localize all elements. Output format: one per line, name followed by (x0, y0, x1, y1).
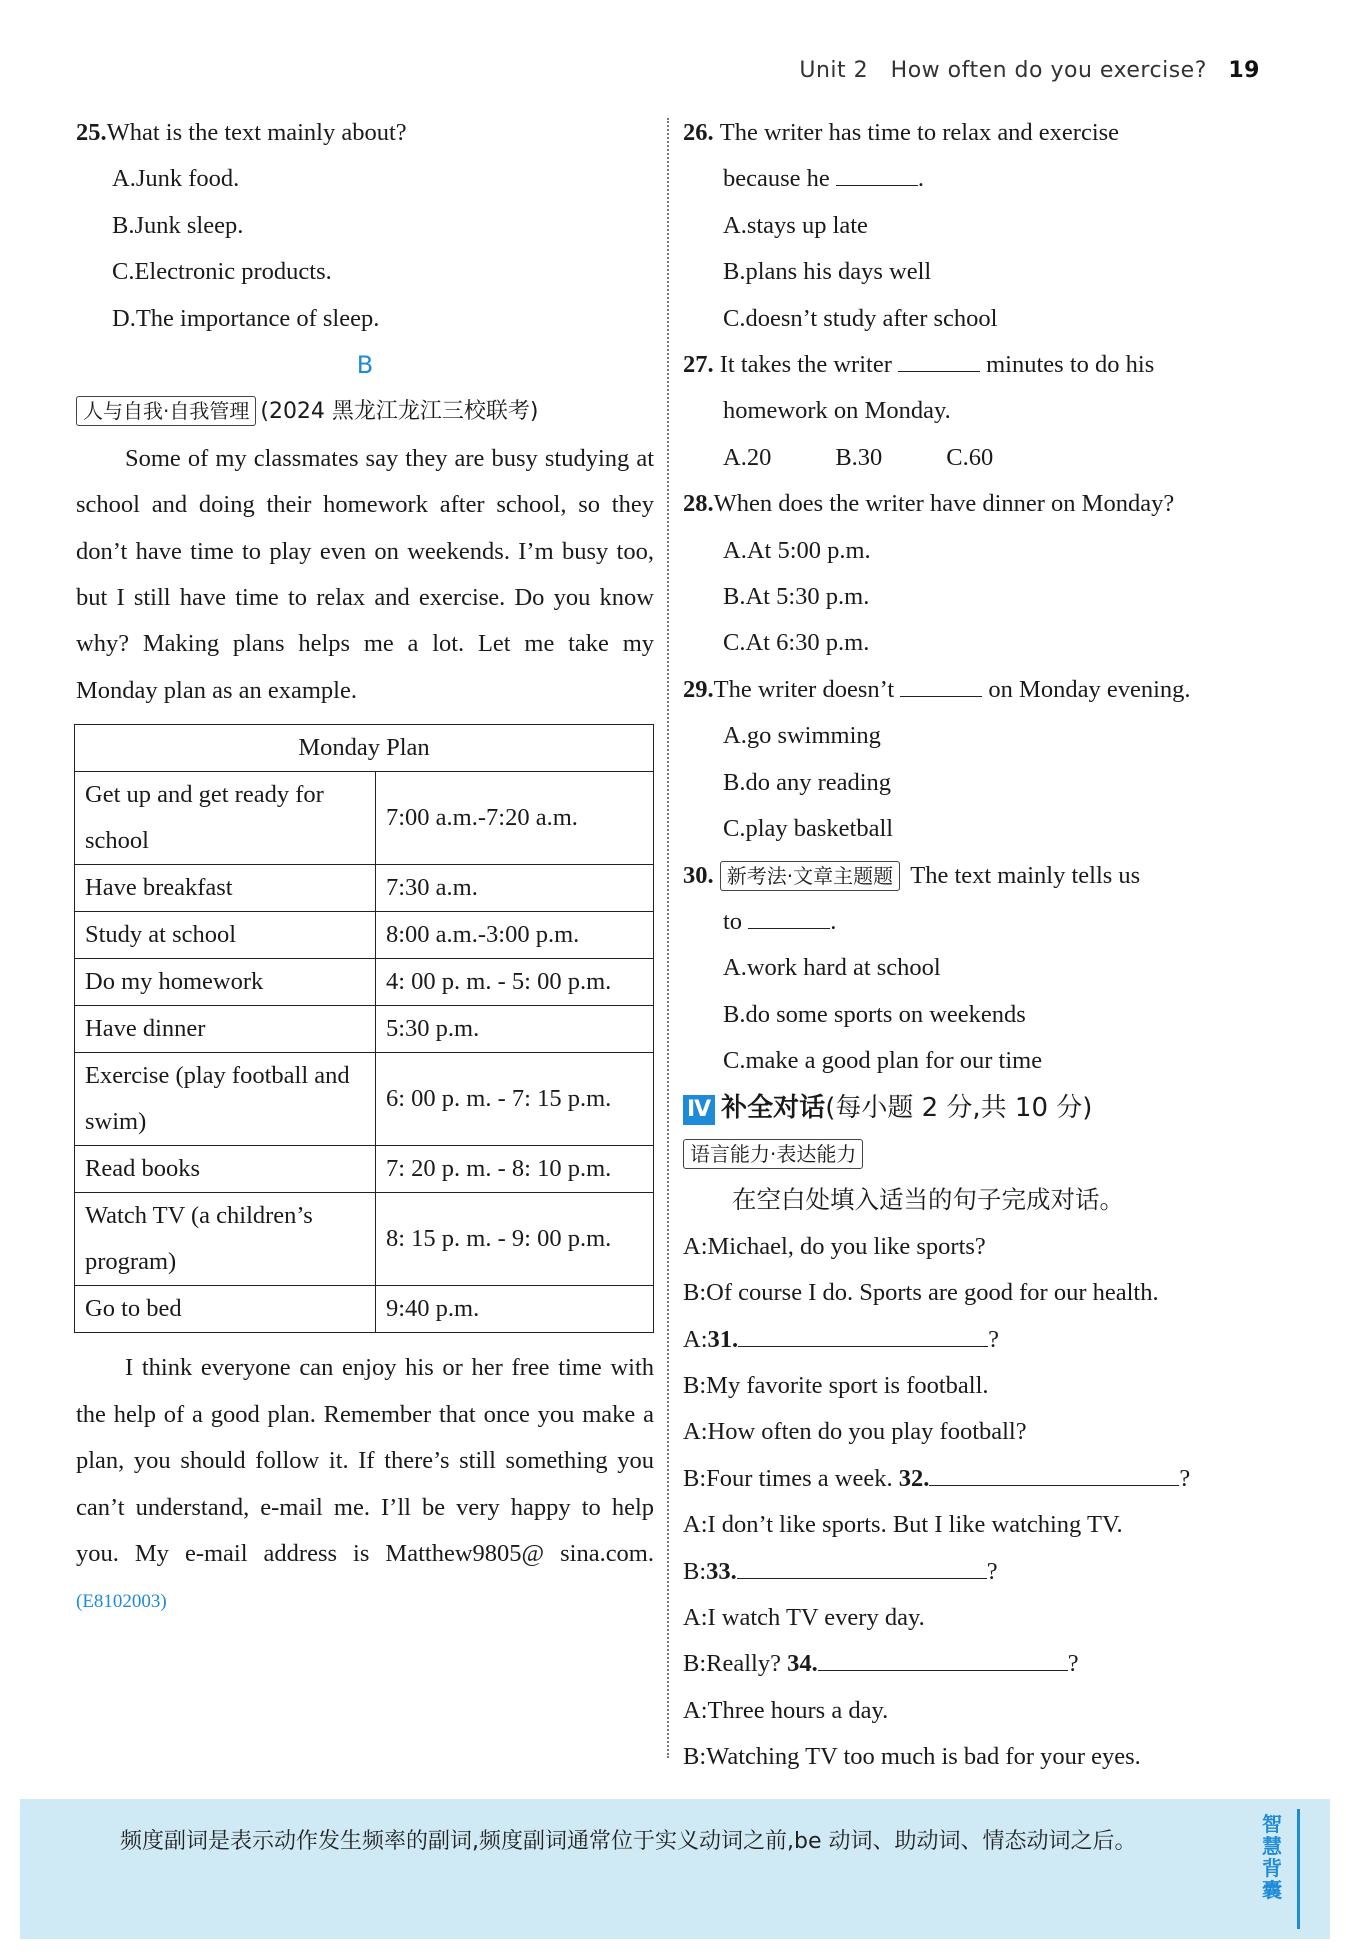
skill-tag: 语言能力·表达能力 (683, 1139, 863, 1169)
passage-paragraph-2 (76, 1345, 654, 1625)
source-label: (2024 黑龙江龙江三校联考) (260, 399, 539, 425)
activity-cell: Get up and get ready for school (75, 772, 376, 865)
line-text: Really? (706, 1650, 781, 1678)
dialogue-line (683, 1549, 1263, 1595)
option: A.go swimming (723, 722, 881, 750)
activity-cell: Go to bed (75, 1286, 376, 1333)
blank-number: 32. (898, 1464, 930, 1492)
speaker: B: (683, 1464, 707, 1492)
section-title: 补全对话 (721, 1092, 826, 1123)
table-row (75, 912, 654, 959)
question-number: 27. (683, 351, 714, 379)
question-number: 25. (76, 119, 107, 146)
option: C.60 (946, 443, 994, 471)
question-text: The text mainly tells us (910, 861, 1141, 889)
question-text: The writer doesn’t (713, 675, 895, 703)
question-30-continued: to . (683, 899, 1263, 945)
line-text: I watch TV every day. (707, 1604, 925, 1631)
paragraph-text: I think everyone can enjoy his or her free time with the help of a good plan. Remember that once you make a plan, you should follow it. If there’s still something you can’t understand, e-mail me. I’ll be very happy to help you. My e-mail address is Matthew9805@ sina.com. (76, 1354, 654, 1567)
table-row (75, 1286, 654, 1333)
activity-cell: Study at school (75, 912, 376, 959)
time-cell: 4: 00 p. m. - 5: 00 p.m. (376, 959, 654, 1006)
section-number-badge: Ⅳ (683, 1095, 715, 1125)
blank-number: 33. (706, 1557, 737, 1585)
option: A.At 5:00 p.m. (723, 536, 871, 564)
question-text: to (723, 907, 743, 935)
time-cell: 7: 20 p. m. - 8: 10 p.m. (376, 1146, 654, 1193)
topic-tag: 人与自我·自我管理 (76, 396, 256, 426)
line-text: Of course I do. Sports are good for our health. (706, 1279, 1159, 1307)
activity-cell: Exercise (play football and swim) (75, 1053, 376, 1146)
question-number: 26. (683, 119, 714, 146)
question-26 (683, 110, 1263, 156)
line-text: How often do you play football? (707, 1418, 1027, 1446)
line-text: I don’t like sports. But I like watching TV. (707, 1511, 1123, 1539)
option: B.plans his days well (723, 258, 932, 286)
table-title: Monday Plan (75, 725, 654, 772)
question-29 (683, 667, 1263, 713)
question-number: 29. (683, 675, 714, 703)
option: D.The importance of sleep. (112, 304, 380, 332)
section-score: (每小题 2 分,共 10 分) (825, 1092, 1093, 1123)
time-cell: 8: 15 p. m. - 9: 00 p.m. (376, 1193, 654, 1286)
activity-cell: Watch TV (a children’s program) (75, 1193, 376, 1286)
option: B.Junk sleep. (112, 211, 244, 239)
speaker: A: (683, 1232, 708, 1260)
activity-cell: Read books (75, 1146, 376, 1193)
line-tail: ? (988, 1325, 999, 1353)
table-row (75, 1193, 654, 1286)
speaker: B: (683, 1743, 707, 1771)
dialogue-line (683, 1317, 1263, 1363)
time-cell: 7:30 a.m. (376, 865, 654, 912)
dialogue-line (683, 1224, 1263, 1270)
time-cell: 5:30 p.m. (376, 1006, 654, 1053)
option: C.play basketball (723, 815, 894, 843)
question-text: What is the text mainly about? (106, 119, 407, 146)
answer-blank[interactable] (748, 902, 830, 929)
speaker: A: (683, 1696, 708, 1724)
options-row (683, 435, 1263, 481)
table-row (75, 865, 654, 912)
speaker: A: (683, 1511, 708, 1539)
question-28 (683, 481, 1263, 527)
option: A.Junk food. (112, 165, 240, 193)
right-column (683, 110, 1263, 1781)
option: B.do any reading (723, 768, 892, 796)
option: C.doesn’t study after school (723, 304, 998, 332)
table-row (75, 1006, 654, 1053)
dialogue-line (683, 1363, 1263, 1409)
activity-cell: Do my homework (75, 959, 376, 1006)
option: B.At 5:30 p.m. (723, 583, 870, 611)
speaker: B: (683, 1371, 707, 1399)
answer-blank[interactable] (737, 1552, 987, 1579)
line-text: Three hours a day. (707, 1696, 889, 1724)
time-cell: 8:00 a.m.-3:00 p.m. (376, 912, 654, 959)
question-text: When does the writer have dinner on Monday? (713, 490, 1175, 518)
speaker: B: (683, 1557, 707, 1585)
line-text: Four times a week. (706, 1464, 893, 1492)
unit-label: Unit 2 (799, 58, 869, 83)
speaker: A: (683, 1418, 708, 1446)
question-text: It takes the writer (719, 351, 892, 379)
dialogue-line (683, 1502, 1263, 1548)
unit-title: How often do you exercise? (890, 58, 1207, 83)
question-text: because he (723, 165, 830, 193)
line-tail: ? (986, 1557, 998, 1585)
line-text: Watching TV too much is bad for your eyes. (706, 1743, 1141, 1771)
answer-blank[interactable] (738, 1320, 988, 1347)
time-cell: 9:40 p.m. (376, 1286, 654, 1333)
dialogue-line (683, 1595, 1263, 1641)
tip-side-bar (1297, 1809, 1300, 1929)
table-row (75, 772, 654, 865)
line-text: My favorite sport is football. (706, 1371, 989, 1399)
speaker: B: (683, 1279, 707, 1307)
question-27 (683, 342, 1263, 388)
answer-blank[interactable] (836, 159, 918, 186)
option: B.30 (835, 443, 883, 471)
table-row (75, 1053, 654, 1146)
question-30 (683, 853, 1263, 899)
option: C.Electronic products. (112, 258, 332, 286)
question-number: 28. (683, 490, 714, 518)
table-row (75, 1146, 654, 1193)
time-cell: 6: 00 p. m. - 7: 15 p.m. (376, 1053, 654, 1146)
blank-number: 34. (787, 1650, 818, 1678)
speaker: A: (683, 1325, 708, 1353)
question-26-continued: because he . (683, 156, 1263, 202)
line-tail: ? (1067, 1650, 1079, 1678)
question-number: 30. (683, 861, 714, 889)
speaker: B: (683, 1650, 707, 1678)
time-cell: 7:00 a.m.-7:20 a.m. (376, 772, 654, 865)
answer-blank[interactable] (898, 345, 980, 372)
question-text: The writer has time to relax and exercise (719, 119, 1120, 146)
activity-cell: Have breakfast (75, 865, 376, 912)
option: C.At 6:30 p.m. (723, 629, 870, 657)
tip-text: 频度副词是表示动作发生频率的副词,频度副词通常位于实义动词之前,be 动词、助动词、情态动词之后。 (120, 1829, 1137, 1854)
page-number: 19 (1228, 58, 1260, 83)
table-row (75, 959, 654, 1006)
section-4-tag-row (683, 1131, 1263, 1177)
left-column (76, 110, 654, 1626)
question-27-continued: homework on Monday. (723, 397, 951, 425)
option: A.stays up late (723, 211, 868, 239)
resource-code: (E8102003) (76, 1591, 167, 1613)
answer-blank[interactable] (929, 1459, 1179, 1486)
dialogue-line (683, 1409, 1263, 1455)
section-letter: B (356, 351, 374, 380)
running-header (799, 58, 1260, 83)
section-4-heading (683, 1085, 1263, 1131)
tip-side-label: 智慧背囊 (1262, 1812, 1282, 1902)
section-instruction: 在空白处填入适当的句子完成对话。 (732, 1185, 1124, 1215)
passage-paragraph-1: Some of my classmates say they are busy studying at school and doing their homework after school, so they don’t have time to play even on weekends. I’m busy too, but I still have time to relax and exercise. Do you know why? Making plans helps me a lot. Let me take my Monday plan as an example. (76, 444, 654, 704)
line-tail: ? (1179, 1464, 1191, 1492)
passage-source (76, 388, 654, 435)
line-text: Michael, do you like sports? (707, 1232, 986, 1260)
dialogue-line (683, 1456, 1263, 1502)
dialogue-line (683, 1270, 1263, 1316)
answer-blank[interactable] (900, 670, 982, 697)
option: A.20 (723, 443, 772, 471)
dialogue-line (683, 1688, 1263, 1734)
activity-cell: Have dinner (75, 1006, 376, 1053)
dialogue-line (683, 1641, 1263, 1687)
option: C.make a good plan for our time (723, 1047, 1043, 1075)
question-text: on Monday evening. (988, 675, 1191, 703)
speaker: A: (683, 1604, 708, 1631)
question-text: minutes to do his (986, 351, 1155, 379)
dialogue-line (683, 1734, 1263, 1780)
answer-blank[interactable] (818, 1644, 1068, 1671)
column-divider (667, 118, 669, 1758)
question-type-tag: 新考法·文章主题题 (720, 861, 900, 891)
question-25 (76, 110, 654, 156)
option: A.work hard at school (723, 954, 941, 982)
blank-number: 31. (707, 1325, 739, 1353)
option: B.do some sports on weekends (723, 1000, 1026, 1028)
monday-plan-table (74, 724, 654, 1333)
tip-box (20, 1799, 1330, 1939)
